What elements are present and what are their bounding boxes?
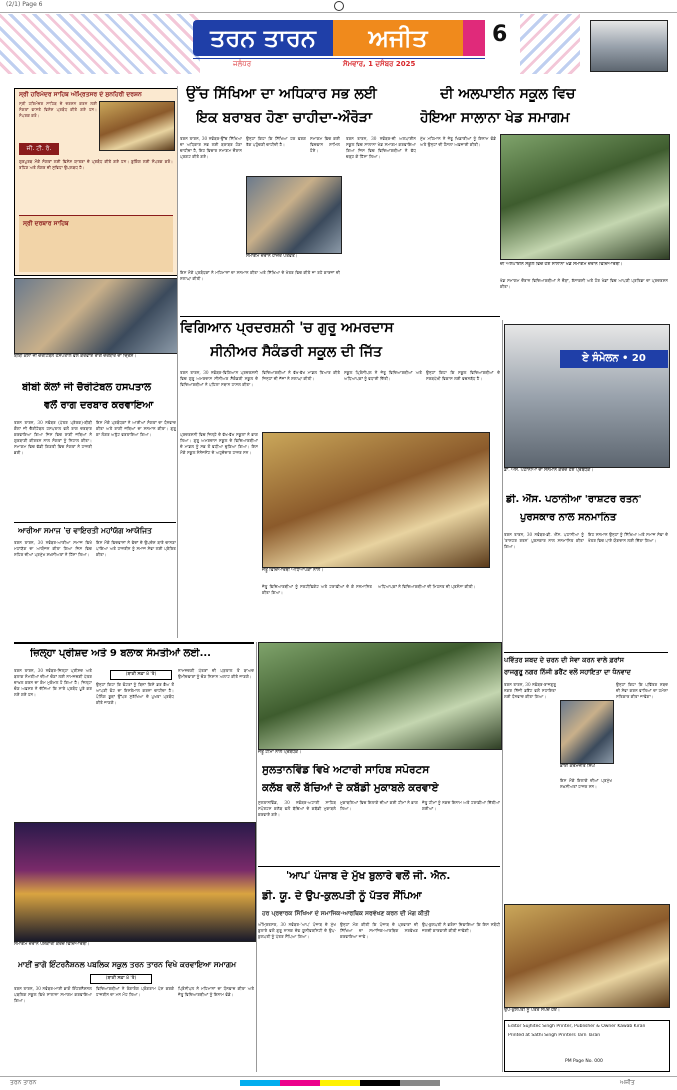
footer-left: ਤਰਨ ਤਾਰਨ [10,1079,37,1086]
story10-rule [504,652,668,653]
story3-body-col3: ਸਕੂਲ ਪ੍ਰਿੰਸੀਪਲ ਨੇ ਜੇਤੂ ਵਿਦਿਆਰਥੀਆਂ ਅਤੇ ਅਧਿਆਪਕਾਂ ਨੂੰ ਵਧਾਈ ਦਿੱਤੀ। [344,370,422,381]
story1-body-col4: ਇਸ ਮੌਕੇ ਪ੍ਰਬੰਧਕਾਂ ਨੇ ਮਹਿਮਾਨਾਂ ਦਾ ਸਨਮਾਨ ਕੀਤਾ ਅਤੇ ਸਿੱਖਿਆ ਦੇ ਖੇਤਰ ਵਿਚ ਕੀਤੇ ਜਾ ਰਹੇ ਕਾਰਜਾਂ ਦੀ ਸ਼ਲਾਘਾ ਕੀਤੀ। [180,270,340,281]
masthead-building-photo [590,20,668,72]
story9-headline-line2: ਪੁਰਸਕਾਰ ਨਾਲ ਸਨਮਾਨਿਤ [520,512,617,523]
story10-body-col3: ਇਸ ਮੌਕੇ ਇਲਾਕੇ ਦੀਆਂ ਪ੍ਰਮੁੱਖ ਸ਼ਖ਼ਸੀਅਤਾਂ ਹਾਜ਼ਰ ਸਨ। [560,778,612,789]
story7-body-col1: ਤਰਨ ਤਾਰਨ, 30 ਨਵੰਬਰ-ਮਾਈ ਭਾਗੋ ਇੰਟਰਨੈਸ਼ਨਲ ਪਬਲਿਕ ਸਕੂਲ ਵਿਖੇ ਸਾਲਾਨਾ ਸਮਾਗਮ ਕਰਵਾਇਆ ਗਿਆ। [14,986,92,1003]
photo-science-winners [262,432,490,568]
footer-right: ਅਜੀਤ [620,1079,635,1086]
masthead-pattern-right [520,14,580,74]
column-rule-1 [177,86,178,638]
story11-headline-line1: 'ਆਪ' ਪੰਜਾਬ ਦੇ ਮੁੱਖ ਬੁਲਾਰੇ ਵਲੋਂ ਜੀ. ਐਨ. [286,870,451,882]
story6-headline: ਜ਼ਿਲ੍ਹਾ ਪ੍ਰੀਸ਼ਦ ਅਤੇ 9 ਬਲਾਕ ਸੰਮਤੀਆਂ ਲਈ... [30,648,211,659]
photo-portrait-caption: ਭਾਈ ਕਰਮਜੀਤ ਸਿੰਘ [560,764,595,769]
photo-ceremony-left-caption: ਬੀਬੀ ਕੌਲਾਂ ਜੀ ਚੈਰੀਟੇਬਲ ਹਸਪਤਾਲ ਵਲੋਂ ਕਰਵਾਏ ਰਾਗ ਦਰਬਾਰ ਦਾ ਦ੍ਰਿਸ਼। [14,354,137,359]
story2-body-col3: ਖੇਡ ਸਮਾਗਮ ਦੌਰਾਨ ਵਿਦਿਆਰਥੀਆਂ ਨੇ ਦੌੜਾਂ, ਰੱਸਾਕਸ਼ੀ ਅਤੇ ਹੋਰ ਖੇਡਾਂ ਵਿਚ ਆਪਣੀ ਪ੍ਰਤਿਭਾ ਦਾ ਪ੍ਰਦਰਸ਼ਨ ਕੀਤਾ। [500,278,668,289]
ad-body-text: ਸ੍ਰੀ ਹਰਿਮੰਦਰ ਸਾਹਿਬ ਦੇ ਦਰਸ਼ਨ ਕਰਨ ਲਈ ਸੰਗਤਾਂ ਵਾਸਤੇ ਵਿਸ਼ੇਸ਼ ਪ੍ਰਬੰਧ ਕੀਤੇ ਗਏ ਹਨ। ਸੰਪਰਕ ਕਰੋ। [19,101,97,118]
story3-body-col1: ਤਰਨ ਤਾਰਨ, 30 ਨਵੰਬਰ-ਵਿਗਿਆਨ ਪ੍ਰਦਰਸ਼ਨੀ ਵਿਚ ਗੁਰੂ ਅਮਰਦਾਸ ਸੀਨੀਅਰ ਸੈਕੰਡਰੀ ਸਕੂਲ ਦੇ ਵਿਦਿਆਰਥੀਆਂ ਨੇ ਪਹਿਲਾ ਸਥਾਨ ਹਾਸਲ ਕੀਤਾ। [180,370,258,387]
story1-body-col3: ਸਮਾਗਮ ਵਿਚ ਕਈ ਵਿਦਵਾਨ ਸ਼ਾਮਿਲ ਹੋਏ। [310,136,340,153]
story4-headline-line1: ਬੀਬੀ ਕੌਲਾਂ ਜੀ ਚੈਰੀਟੇਬਲ ਹਸਪਤਾਲ [22,382,152,393]
footer-color-bar [240,1080,440,1086]
masthead-title-left [193,20,333,56]
column-rule-3 [502,320,503,1072]
story6-body-col3: ਨਾਮਜ਼ਦਗੀ ਪੱਤਰਾਂ ਦੀ ਪੜਤਾਲ ਤੋਂ ਬਾਅਦ ਉਮੀਦਵਾਰਾਂ ਨੂੰ ਚੋਣ ਨਿਸ਼ਾਨ ਅਲਾਟ ਕੀਤੇ ਜਾਣਗੇ। [178,668,254,679]
masthead-subline [193,58,485,71]
pathania-banner [560,350,668,368]
registration-mark [334,1,344,11]
story10-body-col2: ਉਨ੍ਹਾਂ ਕਿਹਾ ਕਿ ਪਵਿੱਤਰ ਸ਼ਬਦ ਦੀ ਸੇਵਾ ਕਰਨ ਵਾਲਿਆਂ ਦਾ ਹਮੇਸ਼ਾ ਸਤਿਕਾਰ ਕੀਤਾ ਜਾਵੇਗਾ। [616,682,668,699]
story9-body-col2: ਇਹ ਸਨਮਾਨ ਉਨ੍ਹਾਂ ਨੂੰ ਸਿੱਖਿਆ ਅਤੇ ਸਮਾਜ ਸੇਵਾ ਦੇ ਖੇਤਰ ਵਿਚ ਪਾਏ ਯੋਗਦਾਨ ਲਈ ਦਿੱਤਾ ਗਿਆ। [588,532,668,543]
masthead-date: ਸੋਮਵਾਰ, 1 ਦਸੰਬਰ 2025 [343,60,416,68]
story3-rule [180,316,500,317]
story11-body-col2: ਉਨ੍ਹਾਂ ਮੰਗ ਕੀਤੀ ਕਿ ਪੰਜਾਬ ਦੇ ਪ੍ਰਵਾਰਾਂ ਦੀ ਸਿੱਖਿਆ ਦਾ ਸਮਾਜਿਕ-ਆਰਥਿਕ ਸਰਵੇਖਣ ਕਰਵਾਇਆ ਜਾਵੇ। [340,922,418,939]
story4-headline-line2: ਵਲੋਂ ਰਾਗ ਦਰਬਾਰ ਕਰਵਾਇਆ [44,400,154,411]
pathania-banner-text: ਏ ਸੰਮੇਲਨ • 20 [582,353,646,364]
story11-body-col1: ਅੰਮ੍ਰਿਤਸਰ, 30 ਨਵੰਬਰ-'ਆਪ' ਪੰਜਾਬ ਦੇ ਮੁੱਖ ਬੁਲਾਰੇ ਵਲੋਂ ਗੁਰੂ ਨਾਨਕ ਦੇਵ ਯੂਨੀਵਰਸਿਟੀ ਦੇ ਉਪ-ਕੁਲਪਤੀ ਨੂੰ ਪੱਤਰ ਸੌਂਪਿਆ ਗਿਆ। [258,922,336,939]
story4-body-col2: ਇਸ ਮੌਕੇ ਪ੍ਰਬੰਧਕਾਂ ਨੇ ਆਈਆਂ ਸੰਗਤਾਂ ਦਾ ਧੰਨਵਾਦ ਕੀਤਾ ਅਤੇ ਰਾਗੀ ਜਥਿਆਂ ਦਾ ਸਨਮਾਨ ਕੀਤਾ। ਗੁਰੂ ਕਾ ਲੰਗਰ ਅਤੁੱਟ ਵਰਤਾਇਆ ਗਿਆ। [96,420,176,437]
ad-title: ਸ੍ਰੀ ਹਰਿਮੰਦਰ ਸਾਹਿਬ ਅੰਮ੍ਰਿਤਸਰ ਦੇ ਸੁਨਹਿਰੀ ਦਰਸ਼ਨ [19,91,142,98]
story7-body-col3: ਪ੍ਰਿੰਸੀਪਲ ਨੇ ਮਹਿਮਾਨਾਂ ਦਾ ਧੰਨਵਾਦ ਕੀਤਾ ਅਤੇ ਜੇਤੂ ਵਿਦਿਆਰਥੀਆਂ ਨੂੰ ਇਨਾਮ ਵੰਡੇ। [178,986,254,997]
ad-golden-temple [14,88,178,276]
story1-body-col2: ਉਨ੍ਹਾਂ ਕਿਹਾ ਕਿ ਸਿੱਖਿਆ ਹਰ ਵਰਗ ਤੱਕ ਪਹੁੰਚਣੀ ਚਾਹੀਦੀ ਹੈ। [246,136,306,147]
photo-kabaddi-team-caption: ਜੇਤੂ ਟੀਮਾਂ ਨਾਲ ਪ੍ਰਬੰਧਕ। [258,750,302,755]
top-strip [0,0,677,13]
photo-vc-letter [504,904,670,1008]
ad-badge: ਜੀ. ਟੀ. ਰੋ. [19,143,59,155]
photo-story1 [246,176,342,254]
story5-body-col1: ਤਰਨ ਤਾਰਨ, 30 ਨਵੰਬਰ-ਆਰੀਆ ਸਮਾਜ ਵਿਖੇ ਮਹਾਂਯੱਗ ਦਾ ਆਯੋਜਨ ਕੀਤਾ ਗਿਆ ਜਿਸ ਵਿਚ ਸ਼ਹਿਰ ਦੀਆਂ ਪ੍ਰਮੁੱਖ ਸ਼ਖ਼ਸੀਅਤਾਂ ਨੇ ਹਿੱਸਾ ਲਿਆ। [14,540,92,557]
story8-headline-line2: ਕਲੱਬ ਵਲੋਂ ਬੱਚਿਆਂ ਦੇ ਕਬੱਡੀ ਮੁਕਾਬਲੇ ਕਰਵਾਏ [262,782,439,794]
ad-imprint-line2: Printed at Sathi Singh Printers Tarn Taran [508,1033,601,1038]
ad-imprint-line1: Editor Sujhitec Singh Printer, Publisher & Owner Kawab Kiran [508,1024,646,1029]
story2-headline-line1: ਦੀ ਅਲਪਾਈਨ ਸਕੂਲ ਵਿਚ [440,86,576,102]
story5-headline: ਆਰੀਆ ਸਮਾਜ 'ਚ ਵਾਇਰਤੀ ਮਹਾਂਯੱਗ ਆਯੋਜਿਤ [18,526,152,535]
story3-body-col4: ਉਨ੍ਹਾਂ ਕਿਹਾ ਕਿ ਸਕੂਲ ਵਿਦਿਆਰਥੀਆਂ ਦੇ ਸਰਬਪੱਖੀ ਵਿਕਾਸ ਲਈ ਵਚਨਬੱਧ ਹੈ। [426,370,500,381]
masthead-title-right-text: ਅਜੀਤ [368,24,428,52]
story8-body-col3: ਜੇਤੂ ਟੀਮਾਂ ਨੂੰ ਨਕਦ ਇਨਾਮ ਅਤੇ ਟਰਾਫ਼ੀਆਂ ਦਿੱਤੀਆਂ ਗਈਆਂ। [422,800,500,811]
ad-list-text: ਗੁਰਪੁਰਬ ਮੌਕੇ ਸੰਗਤਾਂ ਲਈ ਵਿਸ਼ੇਸ਼ ਯਾਤਰਾ ਦੇ ਪ੍ਰਬੰਧ ਕੀਤੇ ਗਏ ਹਨ। ਬੁਕਿੰਗ ਲਈ ਸੰਪਰਕ ਕਰੋ। ਰਹਿਣ ਅਤੇ ਲੰਗਰ ਦੀ ਸੁਵਿਧਾ ਉਪਲਬਧ ਹੈ। [19,159,173,170]
story1-headline-line1: ਉੱਚ ਸਿੱਖਿਆ ਦਾ ਅਧਿਕਾਰ ਸਭ ਲਈ [186,86,377,102]
photo-sports-day-caption: ਦੀ ਅਲਪਾਈਨ ਸਕੂਲ ਵਿਚ ਹੋਏ ਸਾਲਾਨਾ ਖੇਡ ਸਮਾਗਮ ਦੌਰਾਨ ਵਿਦਿਆਰਥੀ। [500,262,623,267]
photo-pathania-caption: ਡਾ. ਐੱਸ. ਪਠਾਨੀਆ ਦਾ ਸਨਮਾਨ ਕਰਦੇ ਹੋਏ ਪ੍ਰਬੰਧਕ। [504,468,594,473]
story2-body-col1: ਤਰਨ ਤਾਰਨ, 30 ਨਵੰਬਰ-ਦੀ ਅਲਪਾਈਨ ਸਕੂਲ ਵਿਚ ਸਾਲਾਨਾ ਖੇਡ ਸਮਾਗਮ ਕਰਵਾਇਆ ਗਿਆ ਜਿਸ ਵਿਚ ਵਿਦਿਆਰਥੀਆਂ ਨੇ ਵੱਧ ਚੜ੍ਹ ਕੇ ਹਿੱਸਾ ਲਿਆ। [346,136,416,159]
photo-portrait [560,700,614,764]
story3-body-col5: ਪ੍ਰਦਰਸ਼ਨੀ ਵਿਚ ਜ਼ਿਲ੍ਹੇ ਦੇ ਵੱਖ-ਵੱਖ ਸਕੂਲਾਂ ਨੇ ਭਾਗ ਲਿਆ। ਗੁਰੂ ਅਮਰਦਾਸ ਸਕੂਲ ਦੇ ਵਿਦਿਆਰਥੀਆਂ ਦੇ ਮਾਡਲ ਨੂੰ ਸਭ ਤੋਂ ਵਧੀਆ ਚੁਣਿਆ ਗਿਆ। ਇਸ ਮੌਕੇ ਸਕੂਲ ਮੈਨੇਜਮੈਂਟ ਦੇ ਅਹੁਦੇਦਾਰ ਹਾਜ਼ਰ ਸਨ। [180,432,258,455]
story2-body-col2: ਮੁੱਖ ਮਹਿਮਾਨ ਨੇ ਜੇਤੂ ਖਿਡਾਰੀਆਂ ਨੂੰ ਇਨਾਮ ਵੰਡੇ ਅਤੇ ਉਨ੍ਹਾਂ ਦੀ ਹੌਸਲਾ ਅਫ਼ਜ਼ਾਈ ਕੀਤੀ। [420,136,496,147]
story11-body-col3: ਉਪ-ਕੁਲਪਤੀ ਨੇ ਭਰੋਸਾ ਦਿਵਾਇਆ ਕਿ ਇਸ ਸਬੰਧੀ ਜਲਦੀ ਕਾਰਵਾਈ ਕੀਤੀ ਜਾਵੇਗੀ। [422,922,500,933]
photo-story1-caption: ਸਮਾਗਮ ਦੌਰਾਨ ਹਾਜ਼ਰ ਪਤਵੰਤੇ। [246,254,298,259]
story11-subhead: ਹਰ ਪ੍ਰਵਾਰਕ ਸਿੱਖਿਆ ਦੇ ਸਮਾਜਿਕ-ਆਰਥਿਕ ਸਰਵੇਖਣ ਕਰਨ ਦੀ ਮੰਗ ਕੀਤੀ [262,910,430,917]
story9-body-col1: ਤਰਨ ਤਾਰਨ, 30 ਨਵੰਬਰ-ਡੀ. ਐੱਸ. ਪਠਾਨੀਆ ਨੂੰ 'ਰਾਸ਼ਟਰ ਰਤਨ' ਪੁਰਸਕਾਰ ਨਾਲ ਸਨਮਾਨਿਤ ਕੀਤਾ ਗਿਆ। [504,532,584,549]
story6-rule [14,642,254,644]
story3-body-col2: ਵਿਦਿਆਰਥੀਆਂ ਨੇ ਵੱਖ-ਵੱਖ ਮਾਡਲ ਤਿਆਰ ਕੀਤੇ ਜਿਨ੍ਹਾਂ ਦੀ ਜੱਜਾਂ ਨੇ ਸ਼ਲਾਘਾ ਕੀਤੀ। [262,370,340,381]
photo-school-stage [14,822,256,942]
story6-continued: (ਬਾਕੀ ਸਫ਼ਾ 8 'ਤੇ) [110,670,172,680]
story3-body-col6: ਜੇਤੂ ਵਿਦਿਆਰਥੀਆਂ ਨੂੰ ਸਰਟੀਫਿਕੇਟ ਅਤੇ ਟਰਾਫ਼ੀਆਂ ਦੇ ਕੇ ਸਨਮਾਨਿਤ ਕੀਤਾ ਗਿਆ। [262,584,372,595]
ad-golden-temple-photo [99,101,175,151]
story10-headline-line1: ਪਵਿੱਤਰ ਸ਼ਬਦ ਦੇ ਚਰਨ ਦੀ ਸੇਵਾ ਕਰਨ ਵਾਲੇ ਫ਼ਰਾਂਸ [504,656,624,664]
story10-body-col1: ਤਰਨ ਤਾਰਨ, 30 ਨਵੰਬਰ-ਰਾਜਗੁਰੂ ਨਗਰ ਨਿੱਜੀ ਡਰੈਂਟ ਵਲੋਂ ਸਹਾਇਤਾ ਲਈ ਧੰਨਵਾਦ ਕੀਤਾ ਗਿਆ। [504,682,556,699]
story7-headline: ਮਾਈਂ ਭਾਗੋ ਇੰਟਰਨੈਸ਼ਨਲ ਪਬਲਿਕ ਸਕੂਲ ਤਰਨ ਤਾਰਨ ਵਿਖੇ ਕਰਵਾਇਆ ਸਮਾਗਮ [18,960,237,969]
story7-continued: (ਬਾਕੀ ਸਫ਼ਾ 8 'ਤੇ) [90,974,152,984]
story3-body-col7: ਅਧਿਆਪਕਾਂ ਨੇ ਵਿਦਿਆਰਥੀਆਂ ਦੀ ਮਿਹਨਤ ਦੀ ਪ੍ਰਸ਼ੰਸਾ ਕੀਤੀ। [378,584,476,589]
photo-kabaddi-team [258,642,502,750]
photo-school-stage-caption: ਸਮਾਗਮ ਦੌਰਾਨ ਪੇਸ਼ਕਾਰੀ ਕਰਦੇ ਵਿਦਿਆਰਥੀ। [14,942,90,947]
column-rule-2 [256,642,257,1072]
story8-body-col1: ਸੁਲਤਾਨਵਿੰਡ, 30 ਨਵੰਬਰ-ਅਟਾਰੀ ਸਾਹਿਬ ਸਪੋਰਟਸ ਕਲੱਬ ਵਲੋਂ ਬੱਚਿਆਂ ਦੇ ਕਬੱਡੀ ਮੁਕਾਬਲੇ ਕਰਵਾਏ ਗਏ। [258,800,336,817]
story8-body-col2: ਮੁਕਾਬਲਿਆਂ ਵਿਚ ਇਲਾਕੇ ਦੀਆਂ ਕਈ ਟੀਮਾਂ ਨੇ ਭਾਗ ਲਿਆ। [340,800,418,811]
story3-headline-line1: ਵਿਗਿਆਨ ਪ੍ਰਦਰਸ਼ਨੀ 'ਚ ਗੁਰੂ ਅਮਰਦਾਸ [180,320,394,336]
masthead-title-left-text: ਤਰਨ ਤਾਰਨ [210,24,316,52]
story6-body-col2: ਉਨ੍ਹਾਂ ਕਿਹਾ ਕਿ ਵੋਟਰਾਂ ਨੂੰ ਬਿਨਾਂ ਕਿਸੇ ਡਰ ਭੈਅ ਤੋਂ ਆਪਣੀ ਵੋਟ ਦਾ ਇਸਤੇਮਾਲ ਕਰਨਾ ਚਾਹੀਦਾ ਹੈ। ਪੋਲਿੰਗ ਬੂਥਾਂ ਉੱਪਰ ਸੁਰੱਖਿਆ ਦੇ ਪੁਖਤਾ ਪ੍ਰਬੰਧ ਕੀਤੇ ਜਾਣਗੇ। [96,682,174,705]
story5-body-col2: ਇਸ ਮੌਕੇ ਵਿਦਵਾਨਾਂ ਨੇ ਵੇਦਾਂ ਦੇ ਉਪਦੇਸ਼ ਬਾਰੇ ਚਾਨਣਾ ਪਾਇਆ ਅਤੇ ਹਾਜ਼ਰੀਨ ਨੂੰ ਸਮਾਜ ਸੇਵਾ ਲਈ ਪ੍ਰੇਰਿਤ ਕੀਤਾ। [96,540,176,557]
story11-headline-line2: ਡੀ. ਯੂ. ਦੇ ਉਪ-ਕੁਲਪਤੀ ਨੂੰ ਪੱਤਰ ਸੌਂਪਿਆ [262,890,422,902]
photo-vc-letter-caption: ਉਪ-ਕੁਲਪਤੀ ਨੂੰ ਪੱਤਰ ਸੌਂਪਦੇ ਹੋਏ। [504,1008,560,1013]
story1-headline-line2: ਇਕ ਬਰਾਬਰ ਹੋਣਾ ਚਾਹੀਦਾ-ਔਰੋੜਾ [196,110,373,126]
masthead-pink-strip [463,20,485,56]
story10-headline-line2: ਰਾਜਗੁਰੂ ਨਗਰ ਨਿੱਜੀ ਡਰੈਂਟ ਵਲੋਂ ਸਹਾਇਤਾ ਦਾ ਧੰਨਵਾਦ [504,668,631,676]
story4-body-col1: ਤਰਨ ਤਾਰਨ, 30 ਨਵੰਬਰ (ਪੱਤਰ ਪ੍ਰੇਰਕ)-ਬੀਬੀ ਕੌਲਾਂ ਜੀ ਚੈਰੀਟੇਬਲ ਹਸਪਤਾਲ ਵਲੋਂ ਰਾਗ ਦਰਬਾਰ ਕਰਵਾਇਆ ਗਿਆ ਜਿਸ ਵਿਚ ਰਾਗੀ ਜਥਿਆਂ ਨੇ ਗੁਰਬਾਣੀ ਕੀਰਤਨ ਨਾਲ ਸੰਗਤਾਂ ਨੂੰ ਨਿਹਾਲ ਕੀਤਾ। ਸਮਾਗਮ ਵਿਚ ਵੱਡੀ ਗਿਣਤੀ ਵਿਚ ਸੰਗਤਾਂ ਨੇ ਹਾਜ਼ਰੀ ਭਰੀ। [14,420,92,455]
photo-sports-day [500,134,670,260]
ad-footer-text: ਸ੍ਰੀ ਦਰਬਾਰ ਸਾਹਿਬ [23,220,69,227]
story3-headline-line2: ਸੀਨੀਅਰ ਸੈਕੰਡਰੀ ਸਕੂਲ ਦੀ ਜਿੱਤ [210,344,383,360]
page-number: 6 [492,22,508,47]
story1-body-col1: ਤਰਨ ਤਾਰਨ, 30 ਨਵੰਬਰ-ਉੱਚ ਸਿੱਖਿਆ ਦਾ ਅਧਿਕਾਰ ਸਭ ਲਈ ਬਰਾਬਰ ਹੋਣਾ ਚਾਹੀਦਾ ਹੈ, ਇਹ ਵਿਚਾਰ ਸਮਾਗਮ ਦੌਰਾਨ ਪ੍ਰਗਟ ਕੀਤੇ ਗਏ। [180,136,242,159]
story9-headline-line1: ਡੀ. ਐੱਸ. ਪਠਾਨੀਆ 'ਰਾਸ਼ਟਰ ਰਤਨ' [506,494,642,505]
top-strip-text: (2/1) Page 6 [6,1,43,8]
story2-headline-line2: ਹੋਇਆ ਸਾਲਾਨਾ ਖੇਡ ਸਮਾਗਮ [420,110,570,126]
footer-bar [0,1076,677,1090]
story7-body-col2: ਵਿਦਿਆਰਥੀਆਂ ਨੇ ਰੰਗਾਰੰਗ ਪ੍ਰੋਗਰਾਮ ਪੇਸ਼ ਕਰਕੇ ਹਾਜ਼ਰੀਨ ਦਾ ਮਨ ਮੋਹ ਲਿਆ। [96,986,174,997]
story8-headline-line1: ਸੁਲਤਾਨਵਿੰਡ ਵਿਖੇ ਅਟਾਰੀ ਸਾਹਿਬ ਸਪੋਰਟਸ [262,764,430,776]
story5-rule [14,522,176,523]
ad-imprint [504,1020,670,1072]
photo-ceremony-left [14,278,178,354]
story11-rule [258,866,500,867]
masthead-subline-left: ਜਲੰਧਰ [233,60,252,68]
masthead-pattern-left [0,14,200,74]
photo-pathania-award [504,324,670,468]
masthead-title-right [333,20,463,56]
photo-science-winners-caption: ਜੇਤੂ ਵਿਦਿਆਰਥੀ ਅਧਿਆਪਕਾਂ ਨਾਲ। [262,568,324,573]
ad-imprint-footer: PM Page No. 000 [565,1059,603,1064]
story6-body-col1: ਤਰਨ ਤਾਰਨ, 30 ਨਵੰਬਰ-ਜ਼ਿਲ੍ਹਾ ਪ੍ਰੀਸ਼ਦ ਅਤੇ ਬਲਾਕ ਸੰਮਤੀਆਂ ਦੀਆਂ ਚੋਣਾਂ ਲਈ ਨਾਮਜ਼ਦਗੀ ਪੱਤਰ ਦਾਖ਼ਲ ਕਰਨ ਦਾ ਕੰਮ ਮੁਕੰਮਲ ਹੋ ਗਿਆ ਹੈ। ਜ਼ਿਲ੍ਹਾ ਚੋਣ ਅਫ਼ਸਰ ਨੇ ਦੱਸਿਆ ਕਿ ਸਾਰੇ ਪ੍ਰਬੰਧ ਪੂਰੇ ਕਰ ਲਏ ਗਏ ਹਨ। [14,668,92,697]
ad-footer [19,215,173,272]
